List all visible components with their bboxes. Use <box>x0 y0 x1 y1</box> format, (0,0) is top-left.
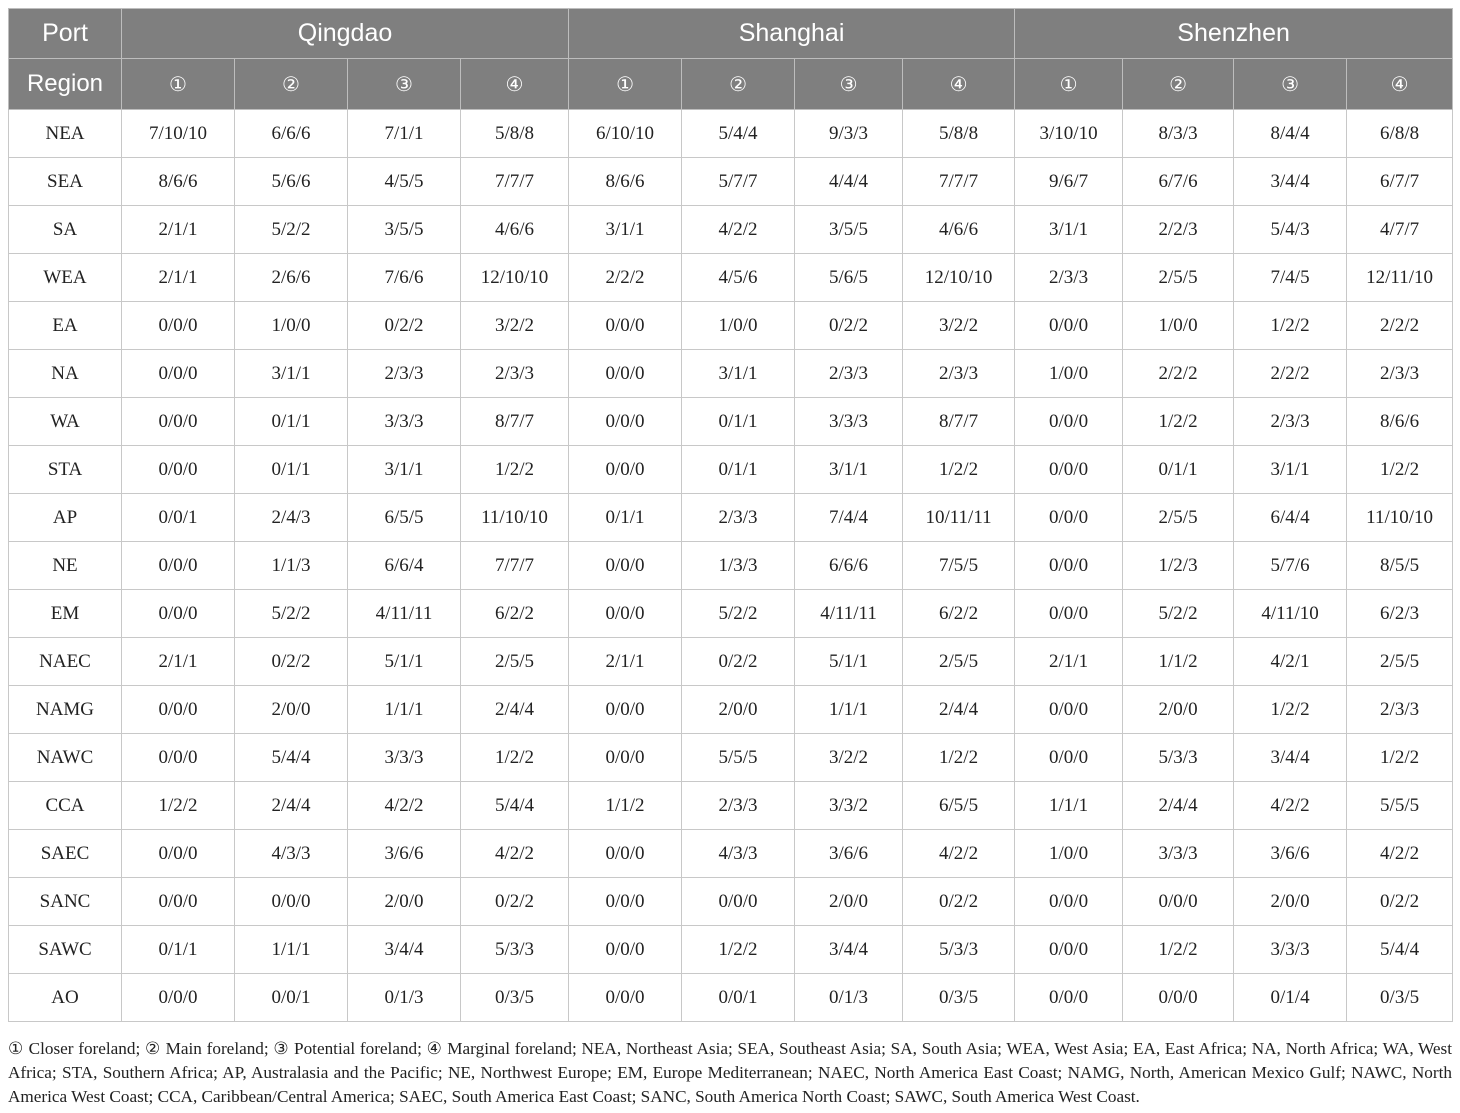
value-cell: 2/2/2 <box>569 254 682 302</box>
value-cell: 2/3/3 <box>1234 398 1347 446</box>
value-cell: 2/1/1 <box>569 638 682 686</box>
value-cell: 8/3/3 <box>1123 110 1234 158</box>
table-row <box>9 494 1453 542</box>
value-cell: 2/2/2 <box>1347 302 1453 350</box>
value-cell: 3/6/6 <box>795 830 903 878</box>
value-cell: 5/3/3 <box>903 926 1015 974</box>
table-row <box>9 734 1453 782</box>
value-cell: 0/0/0 <box>1123 878 1234 926</box>
value-cell: 4/11/11 <box>795 590 903 638</box>
value-cell: 0/1/1 <box>122 926 235 974</box>
value-cell: 0/0/0 <box>1015 926 1123 974</box>
value-cell: 4/6/6 <box>903 206 1015 254</box>
value-cell: 5/3/3 <box>1123 734 1234 782</box>
value-cell: 4/3/3 <box>235 830 348 878</box>
value-cell: 10/11/11 <box>903 494 1015 542</box>
value-cell: 0/1/1 <box>569 494 682 542</box>
value-cell: 5/8/8 <box>903 110 1015 158</box>
value-cell: 2/2/3 <box>1123 206 1234 254</box>
value-cell: 0/0/0 <box>1015 302 1123 350</box>
value-cell: 8/7/7 <box>903 398 1015 446</box>
value-cell: 0/0/1 <box>235 974 348 1022</box>
value-cell: 2/6/6 <box>235 254 348 302</box>
value-cell: 0/0/0 <box>1015 446 1123 494</box>
value-cell: 5/5/5 <box>682 734 795 782</box>
value-cell: 6/6/6 <box>235 110 348 158</box>
value-cell: 2/2/2 <box>1234 350 1347 398</box>
value-cell: 2/0/0 <box>1123 686 1234 734</box>
value-cell: 1/2/2 <box>1123 926 1234 974</box>
value-cell: 2/5/5 <box>903 638 1015 686</box>
value-cell: 1/2/2 <box>1123 398 1234 446</box>
value-cell: 3/1/1 <box>1234 446 1347 494</box>
value-cell: 1/2/2 <box>682 926 795 974</box>
value-cell: 4/2/2 <box>903 830 1015 878</box>
foreland-1-header: ① <box>569 59 682 110</box>
value-cell: 1/2/2 <box>903 734 1015 782</box>
value-cell: 5/1/1 <box>348 638 461 686</box>
value-cell: 1/0/0 <box>1015 350 1123 398</box>
region-cell: CCA <box>9 782 122 830</box>
value-cell: 12/11/10 <box>1347 254 1453 302</box>
value-cell: 3/1/1 <box>1015 206 1123 254</box>
value-cell: 12/10/10 <box>461 254 569 302</box>
value-cell: 5/4/4 <box>682 110 795 158</box>
value-cell: 11/10/10 <box>461 494 569 542</box>
value-cell: 6/2/2 <box>903 590 1015 638</box>
value-cell: 6/5/5 <box>903 782 1015 830</box>
table-body <box>9 110 1453 1022</box>
value-cell: 2/3/3 <box>903 350 1015 398</box>
value-cell: 2/5/5 <box>1123 494 1234 542</box>
value-cell: 2/3/3 <box>682 782 795 830</box>
table-row <box>9 110 1453 158</box>
value-cell: 0/0/0 <box>569 302 682 350</box>
value-cell: 1/1/1 <box>235 926 348 974</box>
value-cell: 0/0/0 <box>122 446 235 494</box>
value-cell: 2/3/3 <box>348 350 461 398</box>
region-cell: WA <box>9 398 122 446</box>
value-cell: 2/3/3 <box>1347 686 1453 734</box>
value-cell: 0/3/5 <box>903 974 1015 1022</box>
table-row <box>9 206 1453 254</box>
value-cell: 4/4/4 <box>795 158 903 206</box>
value-cell: 0/0/0 <box>1015 398 1123 446</box>
value-cell: 11/10/10 <box>1347 494 1453 542</box>
region-cell: SA <box>9 206 122 254</box>
table-row <box>9 446 1453 494</box>
region-cell: SEA <box>9 158 122 206</box>
value-cell: 0/1/3 <box>795 974 903 1022</box>
value-cell: 1/2/2 <box>1347 734 1453 782</box>
value-cell: 4/7/7 <box>1347 206 1453 254</box>
value-cell: 9/3/3 <box>795 110 903 158</box>
value-cell: 1/0/0 <box>682 302 795 350</box>
value-cell: 8/6/6 <box>1347 398 1453 446</box>
value-cell: 6/10/10 <box>569 110 682 158</box>
value-cell: 0/0/0 <box>569 350 682 398</box>
table-row <box>9 830 1453 878</box>
foreland-2-header: ② <box>235 59 348 110</box>
value-cell: 3/1/1 <box>569 206 682 254</box>
value-cell: 1/0/0 <box>1123 302 1234 350</box>
table-row <box>9 782 1453 830</box>
foreland-2-header: ② <box>1123 59 1234 110</box>
foreland-2-header: ② <box>682 59 795 110</box>
table-footnote: ① Closer foreland; ② Main foreland; ③ Potential foreland; ④ Marginal foreland; NEA, Northeast Asia; SEA, Southeast Asia; SA, South Asia; WEA, West Asia; EA, East Africa; NA, North Africa; WA, West Africa; STA, Southern Africa; AP, Australasia and the Pacific; NE, Northwest Europe; EM, Europe Mediterranean; NAEC, North America East Coast; NAMG, North, American Mexico Gulf; NAWC, North America West Coast; CCA, Caribbean/Central America; SAEC, South America East Coast; SANC, South America North Coast; SAWC, South America West Coast. <box>8 1039 1452 1106</box>
value-cell: 3/1/1 <box>682 350 795 398</box>
value-cell: 6/6/6 <box>795 542 903 590</box>
value-cell: 0/0/0 <box>122 830 235 878</box>
port-shenzhen-header: Shenzhen <box>1015 9 1453 59</box>
value-cell: 2/3/3 <box>682 494 795 542</box>
value-cell: 8/4/4 <box>1234 110 1347 158</box>
value-cell: 1/1/1 <box>795 686 903 734</box>
table-row <box>9 590 1453 638</box>
value-cell: 9/6/7 <box>1015 158 1123 206</box>
value-cell: 1/1/1 <box>1015 782 1123 830</box>
value-cell: 0/0/0 <box>1015 974 1123 1022</box>
value-cell: 6/6/4 <box>348 542 461 590</box>
region-cell: SAEC <box>9 830 122 878</box>
value-cell: 0/0/0 <box>122 974 235 1022</box>
value-cell: 7/4/4 <box>795 494 903 542</box>
value-cell: 3/3/3 <box>1234 926 1347 974</box>
value-cell: 2/0/0 <box>348 878 461 926</box>
value-cell: 0/0/0 <box>122 590 235 638</box>
value-cell: 4/2/2 <box>1234 782 1347 830</box>
value-cell: 1/2/2 <box>1234 686 1347 734</box>
value-cell: 2/4/4 <box>461 686 569 734</box>
value-cell: 12/10/10 <box>903 254 1015 302</box>
value-cell: 0/0/0 <box>569 926 682 974</box>
value-cell: 0/0/0 <box>569 830 682 878</box>
region-cell: EA <box>9 302 122 350</box>
value-cell: 2/1/1 <box>1015 638 1123 686</box>
value-cell: 4/2/2 <box>1347 830 1453 878</box>
region-cell: AO <box>9 974 122 1022</box>
value-cell: 0/0/0 <box>569 398 682 446</box>
value-cell: 8/7/7 <box>461 398 569 446</box>
table-row <box>9 878 1453 926</box>
value-cell: 4/11/11 <box>348 590 461 638</box>
value-cell: 1/1/2 <box>1123 638 1234 686</box>
header-row-forelands <box>9 59 1453 110</box>
value-cell: 1/1/1 <box>348 686 461 734</box>
foreland-1-header: ① <box>122 59 235 110</box>
value-cell: 7/7/7 <box>461 542 569 590</box>
region-cell: NE <box>9 542 122 590</box>
value-cell: 3/3/2 <box>795 782 903 830</box>
value-cell: 2/1/1 <box>122 206 235 254</box>
region-cell: NEA <box>9 110 122 158</box>
value-cell: 0/0/0 <box>569 542 682 590</box>
value-cell: 0/0/0 <box>122 398 235 446</box>
value-cell: 4/6/6 <box>461 206 569 254</box>
value-cell: 3/1/1 <box>235 350 348 398</box>
value-cell: 0/0/0 <box>122 350 235 398</box>
foreland-4-header: ④ <box>461 59 569 110</box>
value-cell: 0/0/0 <box>122 302 235 350</box>
value-cell: 6/5/5 <box>348 494 461 542</box>
value-cell: 1/2/2 <box>903 446 1015 494</box>
value-cell: 4/11/10 <box>1234 590 1347 638</box>
foreland-4-header: ④ <box>903 59 1015 110</box>
value-cell: 0/0/1 <box>122 494 235 542</box>
foreland-3-header: ③ <box>795 59 903 110</box>
region-cell: STA <box>9 446 122 494</box>
value-cell: 0/0/0 <box>1123 974 1234 1022</box>
value-cell: 0/0/0 <box>569 686 682 734</box>
value-cell: 0/0/0 <box>1015 542 1123 590</box>
value-cell: 5/2/2 <box>682 590 795 638</box>
value-cell: 5/4/4 <box>461 782 569 830</box>
value-cell: 2/1/1 <box>122 638 235 686</box>
value-cell: 8/6/6 <box>569 158 682 206</box>
value-cell: 2/0/0 <box>1234 878 1347 926</box>
value-cell: 5/8/8 <box>461 110 569 158</box>
value-cell: 0/0/0 <box>569 878 682 926</box>
value-cell: 3/3/3 <box>348 734 461 782</box>
value-cell: 2/3/3 <box>1015 254 1123 302</box>
value-cell: 0/3/5 <box>461 974 569 1022</box>
value-cell: 5/5/5 <box>1347 782 1453 830</box>
region-cell: NAEC <box>9 638 122 686</box>
table-row <box>9 254 1453 302</box>
value-cell: 2/4/4 <box>903 686 1015 734</box>
value-cell: 3/2/2 <box>461 302 569 350</box>
value-cell: 3/2/2 <box>903 302 1015 350</box>
table-row <box>9 974 1453 1022</box>
table-row <box>9 926 1453 974</box>
value-cell: 1/2/2 <box>461 734 569 782</box>
value-cell: 0/1/4 <box>1234 974 1347 1022</box>
value-cell: 2/3/3 <box>795 350 903 398</box>
value-cell: 0/0/0 <box>122 542 235 590</box>
value-cell: 2/5/5 <box>1123 254 1234 302</box>
value-cell: 1/0/0 <box>1015 830 1123 878</box>
region-cell: NAMG <box>9 686 122 734</box>
value-cell: 5/7/7 <box>682 158 795 206</box>
value-cell: 2/0/0 <box>682 686 795 734</box>
value-cell: 0/2/2 <box>348 302 461 350</box>
value-cell: 4/2/2 <box>348 782 461 830</box>
value-cell: 2/0/0 <box>795 878 903 926</box>
value-cell: 7/4/5 <box>1234 254 1347 302</box>
value-cell: 3/6/6 <box>1234 830 1347 878</box>
value-cell: 2/1/1 <box>122 254 235 302</box>
value-cell: 5/2/2 <box>1123 590 1234 638</box>
value-cell: 1/2/2 <box>122 782 235 830</box>
value-cell: 0/2/2 <box>235 638 348 686</box>
table-header <box>9 9 1453 110</box>
port-qingdao-header: Qingdao <box>122 9 569 59</box>
value-cell: 7/7/7 <box>903 158 1015 206</box>
value-cell: 3/2/2 <box>795 734 903 782</box>
foreland-4-header: ④ <box>1347 59 1453 110</box>
value-cell: 0/1/1 <box>235 446 348 494</box>
table-row <box>9 158 1453 206</box>
value-cell: 5/6/6 <box>235 158 348 206</box>
value-cell: 2/3/3 <box>461 350 569 398</box>
value-cell: 5/4/3 <box>1234 206 1347 254</box>
value-cell: 8/6/6 <box>122 158 235 206</box>
value-cell: 5/6/5 <box>795 254 903 302</box>
value-cell: 6/7/7 <box>1347 158 1453 206</box>
region-cell: EM <box>9 590 122 638</box>
value-cell: 3/4/4 <box>348 926 461 974</box>
value-cell: 7/7/7 <box>461 158 569 206</box>
value-cell: 0/0/1 <box>682 974 795 1022</box>
value-cell: 5/2/2 <box>235 590 348 638</box>
value-cell: 0/2/2 <box>461 878 569 926</box>
value-cell: 1/1/2 <box>569 782 682 830</box>
value-cell: 2/5/5 <box>1347 638 1453 686</box>
value-cell: 0/0/0 <box>682 878 795 926</box>
port-header: Port <box>9 9 122 59</box>
foreland-table-container <box>8 8 1452 1022</box>
value-cell: 2/2/2 <box>1123 350 1234 398</box>
value-cell: 0/0/0 <box>1015 590 1123 638</box>
value-cell: 1/2/2 <box>1347 446 1453 494</box>
region-cell: AP <box>9 494 122 542</box>
value-cell: 5/4/4 <box>1347 926 1453 974</box>
foreland-table <box>8 8 1453 1022</box>
value-cell: 3/6/6 <box>348 830 461 878</box>
value-cell: 0/0/0 <box>569 734 682 782</box>
value-cell: 2/0/0 <box>235 686 348 734</box>
value-cell: 0/0/0 <box>1015 494 1123 542</box>
value-cell: 2/3/3 <box>1347 350 1453 398</box>
value-cell: 0/0/0 <box>569 446 682 494</box>
value-cell: 4/2/2 <box>682 206 795 254</box>
value-cell: 1/2/3 <box>1123 542 1234 590</box>
value-cell: 4/2/1 <box>1234 638 1347 686</box>
value-cell: 2/4/3 <box>235 494 348 542</box>
value-cell: 6/2/2 <box>461 590 569 638</box>
header-row-ports <box>9 9 1453 59</box>
value-cell: 2/4/4 <box>1123 782 1234 830</box>
value-cell: 3/4/4 <box>1234 734 1347 782</box>
value-cell: 5/1/1 <box>795 638 903 686</box>
value-cell: 4/5/6 <box>682 254 795 302</box>
region-header: Region <box>9 59 122 110</box>
region-cell: NAWC <box>9 734 122 782</box>
region-cell: SANC <box>9 878 122 926</box>
value-cell: 0/0/0 <box>122 878 235 926</box>
value-cell: 8/5/5 <box>1347 542 1453 590</box>
value-cell: 0/2/2 <box>682 638 795 686</box>
table-row <box>9 398 1453 446</box>
value-cell: 7/5/5 <box>903 542 1015 590</box>
value-cell: 0/0/0 <box>569 974 682 1022</box>
value-cell: 3/1/1 <box>795 446 903 494</box>
value-cell: 5/2/2 <box>235 206 348 254</box>
foreland-3-header: ③ <box>1234 59 1347 110</box>
value-cell: 0/0/0 <box>122 734 235 782</box>
value-cell: 4/3/3 <box>682 830 795 878</box>
table-row <box>9 350 1453 398</box>
value-cell: 3/1/1 <box>348 446 461 494</box>
value-cell: 0/1/3 <box>348 974 461 1022</box>
value-cell: 0/0/0 <box>1015 686 1123 734</box>
value-cell: 7/10/10 <box>122 110 235 158</box>
value-cell: 5/4/4 <box>235 734 348 782</box>
region-cell: SAWC <box>9 926 122 974</box>
value-cell: 6/8/8 <box>1347 110 1453 158</box>
value-cell: 0/1/1 <box>1123 446 1234 494</box>
table-row <box>9 686 1453 734</box>
value-cell: 5/7/6 <box>1234 542 1347 590</box>
value-cell: 5/3/3 <box>461 926 569 974</box>
value-cell: 0/2/2 <box>795 302 903 350</box>
value-cell: 3/4/4 <box>1234 158 1347 206</box>
value-cell: 4/5/5 <box>348 158 461 206</box>
value-cell: 6/2/3 <box>1347 590 1453 638</box>
value-cell: 7/1/1 <box>348 110 461 158</box>
port-shanghai-header: Shanghai <box>569 9 1015 59</box>
region-cell: NA <box>9 350 122 398</box>
value-cell: 2/4/4 <box>235 782 348 830</box>
table-row <box>9 542 1453 590</box>
value-cell: 2/5/5 <box>461 638 569 686</box>
value-cell: 0/0/0 <box>1015 734 1123 782</box>
value-cell: 1/3/3 <box>682 542 795 590</box>
value-cell: 3/3/3 <box>795 398 903 446</box>
value-cell: 0/0/0 <box>235 878 348 926</box>
foreland-3-header: ③ <box>348 59 461 110</box>
value-cell: 1/1/3 <box>235 542 348 590</box>
value-cell: 0/1/1 <box>682 398 795 446</box>
value-cell: 3/3/3 <box>1123 830 1234 878</box>
value-cell: 0/3/5 <box>1347 974 1453 1022</box>
value-cell: 1/2/2 <box>461 446 569 494</box>
value-cell: 3/5/5 <box>348 206 461 254</box>
value-cell: 0/0/0 <box>1015 878 1123 926</box>
value-cell: 6/7/6 <box>1123 158 1234 206</box>
value-cell: 1/2/2 <box>1234 302 1347 350</box>
value-cell: 0/2/2 <box>1347 878 1453 926</box>
table-row <box>9 302 1453 350</box>
value-cell: 6/4/4 <box>1234 494 1347 542</box>
value-cell: 0/0/0 <box>569 590 682 638</box>
foreland-1-header: ① <box>1015 59 1123 110</box>
value-cell: 0/1/1 <box>682 446 795 494</box>
value-cell: 4/2/2 <box>461 830 569 878</box>
value-cell: 7/6/6 <box>348 254 461 302</box>
value-cell: 0/0/0 <box>122 686 235 734</box>
value-cell: 1/0/0 <box>235 302 348 350</box>
table-row <box>9 638 1453 686</box>
value-cell: 3/3/3 <box>348 398 461 446</box>
value-cell: 3/5/5 <box>795 206 903 254</box>
value-cell: 0/2/2 <box>903 878 1015 926</box>
value-cell: 3/10/10 <box>1015 110 1123 158</box>
region-cell: WEA <box>9 254 122 302</box>
value-cell: 3/4/4 <box>795 926 903 974</box>
value-cell: 0/1/1 <box>235 398 348 446</box>
